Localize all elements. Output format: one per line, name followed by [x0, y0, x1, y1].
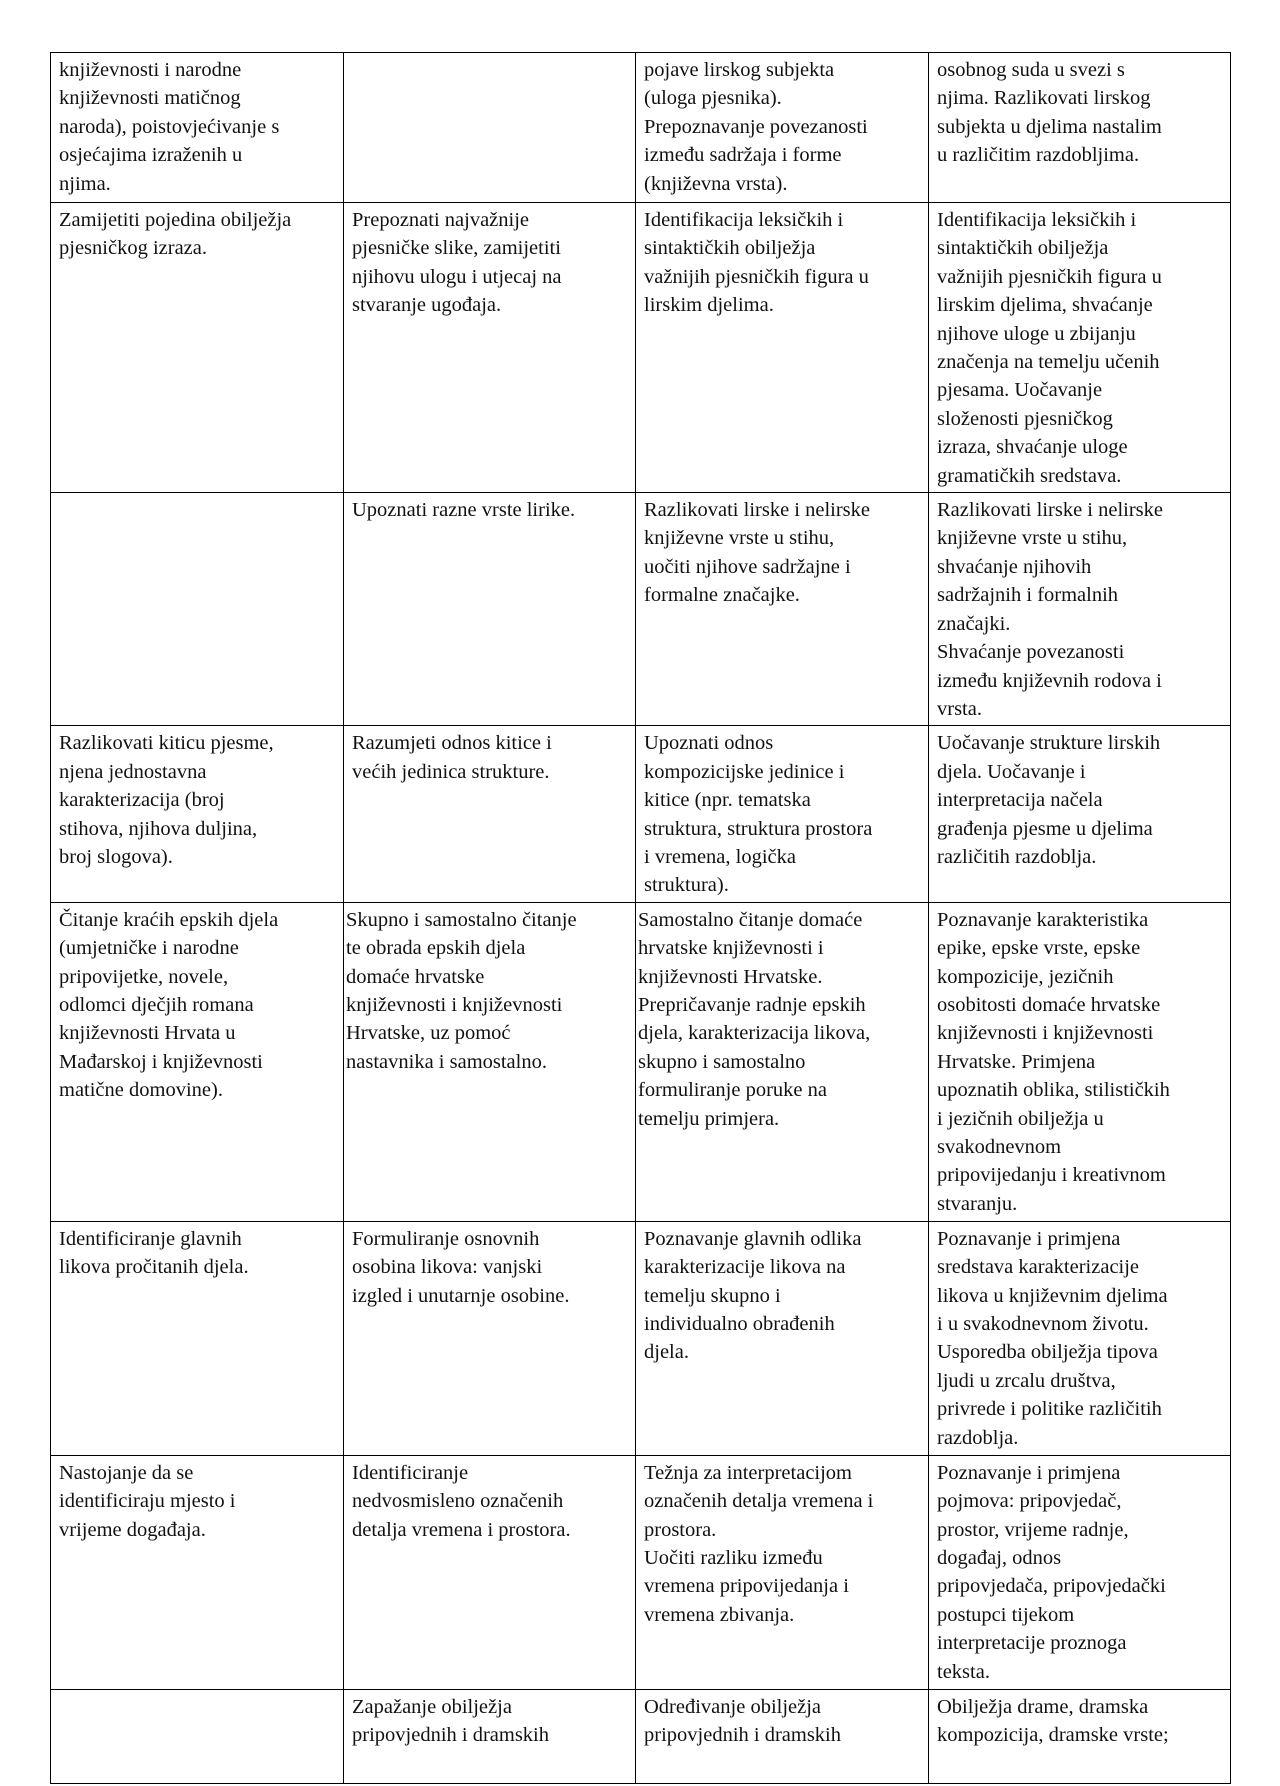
table-cell: Identificiranje nedvosmisleno označenih detalja vremena i prostora. — [344, 1455, 636, 1689]
table-cell: Zapažanje obilježja pripovjednih i dramskih — [344, 1689, 636, 1783]
table-cell: Upoznati odnos kompozicijske jedinice i kitice (npr. tematska struktura, struktura prostora i vremena, logička struktura). — [636, 726, 929, 902]
table-cell: Prepoznati najvažnije pjesničke slike, zamijetiti njihovu ulogu i utjecaj na stvaranje ugođaja. — [344, 203, 636, 493]
curriculum-table — [50, 52, 1231, 1784]
table-row — [51, 902, 1231, 1221]
table-cell: Identifikacija leksičkih i sintaktičkih obilježja važnijih pjesničkih figura u lirskim djelima, shvaćanje njihove uloge u zbijanju značenja na temelju učenih pjesama. Uočavanje složenosti pjesničkog izraza, shvaćanje uloge gramatičkih sredstava. — [929, 203, 1231, 493]
table-cell: pojave lirskog subjekta (uloga pjesnika). Prepoznavanje povezanosti između sadržaja i forme (književna vrsta). — [636, 53, 929, 203]
table-cell: Razlikovati lirske i nelirske književne vrste u stihu, uočiti njihove sadržajne i formalne značajke. — [636, 493, 929, 726]
table-row — [51, 53, 1231, 203]
table-cell — [51, 1689, 344, 1783]
table-cell: Poznavanje i primjena sredstava karakterizacije likova u književnim djelima i u svakodnevnom životu. Usporedba obilježja tipova ljudi u zrcalu društva, privrede i politike različitih razdoblja. — [929, 1221, 1231, 1455]
table-cell: Razlikovati kiticu pjesme, njena jednostavna karakterizacija (broj stihova, njihova duljina, broj slogova). — [51, 726, 344, 902]
table-cell: Zamijetiti pojedina obilježja pjesničkog izraza. — [51, 203, 344, 493]
table-cell: Težnja za interpretacijom označenih detalja vremena i prostora. Uočiti razliku između vremena pripovijedanja i vremena zbivanja. — [636, 1455, 929, 1689]
table-row — [51, 1689, 1231, 1783]
table-cell — [51, 493, 344, 726]
table-cell: Čitanje kraćih epskih djela (umjetničke i narodne pripovijetke, novele, odlomci dječjih romana književnosti Hrvata u Mađarskoj i književnosti matične domovine). — [51, 902, 344, 1221]
table-row — [51, 493, 1231, 726]
table-cell: Formuliranje osnovnih osobina likova: vanjski izgled i unutarnje osobine. — [344, 1221, 636, 1455]
table-cell: Nastojanje da se identificiraju mjesto i vrijeme događaja. — [51, 1455, 344, 1689]
table-cell: Razlikovati lirske i nelirske književne vrste u stihu, shvaćanje njihovih sadržajnih i formalnih značajki. Shvaćanje povezanosti između književnih rodova i vrsta. — [929, 493, 1231, 726]
table-row — [51, 203, 1231, 493]
table-cell: Identificiranje glavnih likova pročitanih djela. — [51, 1221, 344, 1455]
table-cell: Poznavanje karakteristika epike, epske vrste, epske kompozicije, jezičnih osobitosti domaće hrvatske književnosti i književnosti Hrvatske. Primjena upoznatih oblika, stilističkih i jezičnih obilježja u svakodnevnom pripovijedanju i kreativnom stvaranju. — [929, 902, 1231, 1221]
table-cell: Identifikacija leksičkih i sintaktičkih obilježja važnijih pjesničkih figura u lirskim djelima. — [636, 203, 929, 493]
table-cell — [344, 53, 636, 203]
table-cell: Poznavanje glavnih odlika karakterizacije likova na temelju skupno i individualno obrađenih djela. — [636, 1221, 929, 1455]
table-cell: Uočavanje strukture lirskih djela. Uočavanje i interpretacija načela građenja pjesme u djelima različitih razdoblja. — [929, 726, 1231, 902]
table-row — [51, 726, 1231, 902]
table-cell: književnosti i narodne književnosti matičnog naroda), poistovjećivanje s osjećajima izraženih u njima. — [51, 53, 344, 203]
table-cell: Razumjeti odnos kitice i većih jedinica strukture. — [344, 726, 636, 902]
table-row — [51, 1455, 1231, 1689]
document-page — [50, 52, 1230, 1784]
table-cell: Određivanje obilježja pripovjednih i dramskih — [636, 1689, 929, 1783]
table-cell: Upoznati razne vrste lirike. — [344, 493, 636, 726]
table-cell: Obilježja drame, dramska kompozicija, dramske vrste; — [929, 1689, 1231, 1783]
table-cell: Skupno i samostalno čitanje te obrada epskih djela domaće hrvatske književnosti i književnosti Hrvatske, uz pomoć nastavnika i samostalno. — [344, 902, 636, 1221]
table-row — [51, 1221, 1231, 1455]
table-cell: osobnog suda u svezi s njima. Razlikovati lirskog subjekta u djelima nastalim u različitim razdobljima. — [929, 53, 1231, 203]
table-cell: Samostalno čitanje domaće hrvatske književnosti i književnosti Hrvatske. Prepričavanje radnje epskih djela, karakterizacija likova, skupno i samostalno formuliranje poruke na temelju primjera. — [636, 902, 929, 1221]
table-cell: Poznavanje i primjena pojmova: pripovjedač, prostor, vrijeme radnje, događaj, odnos pripovjedača, pripovjedački postupci tijekom interpretacije proznoga teksta. — [929, 1455, 1231, 1689]
